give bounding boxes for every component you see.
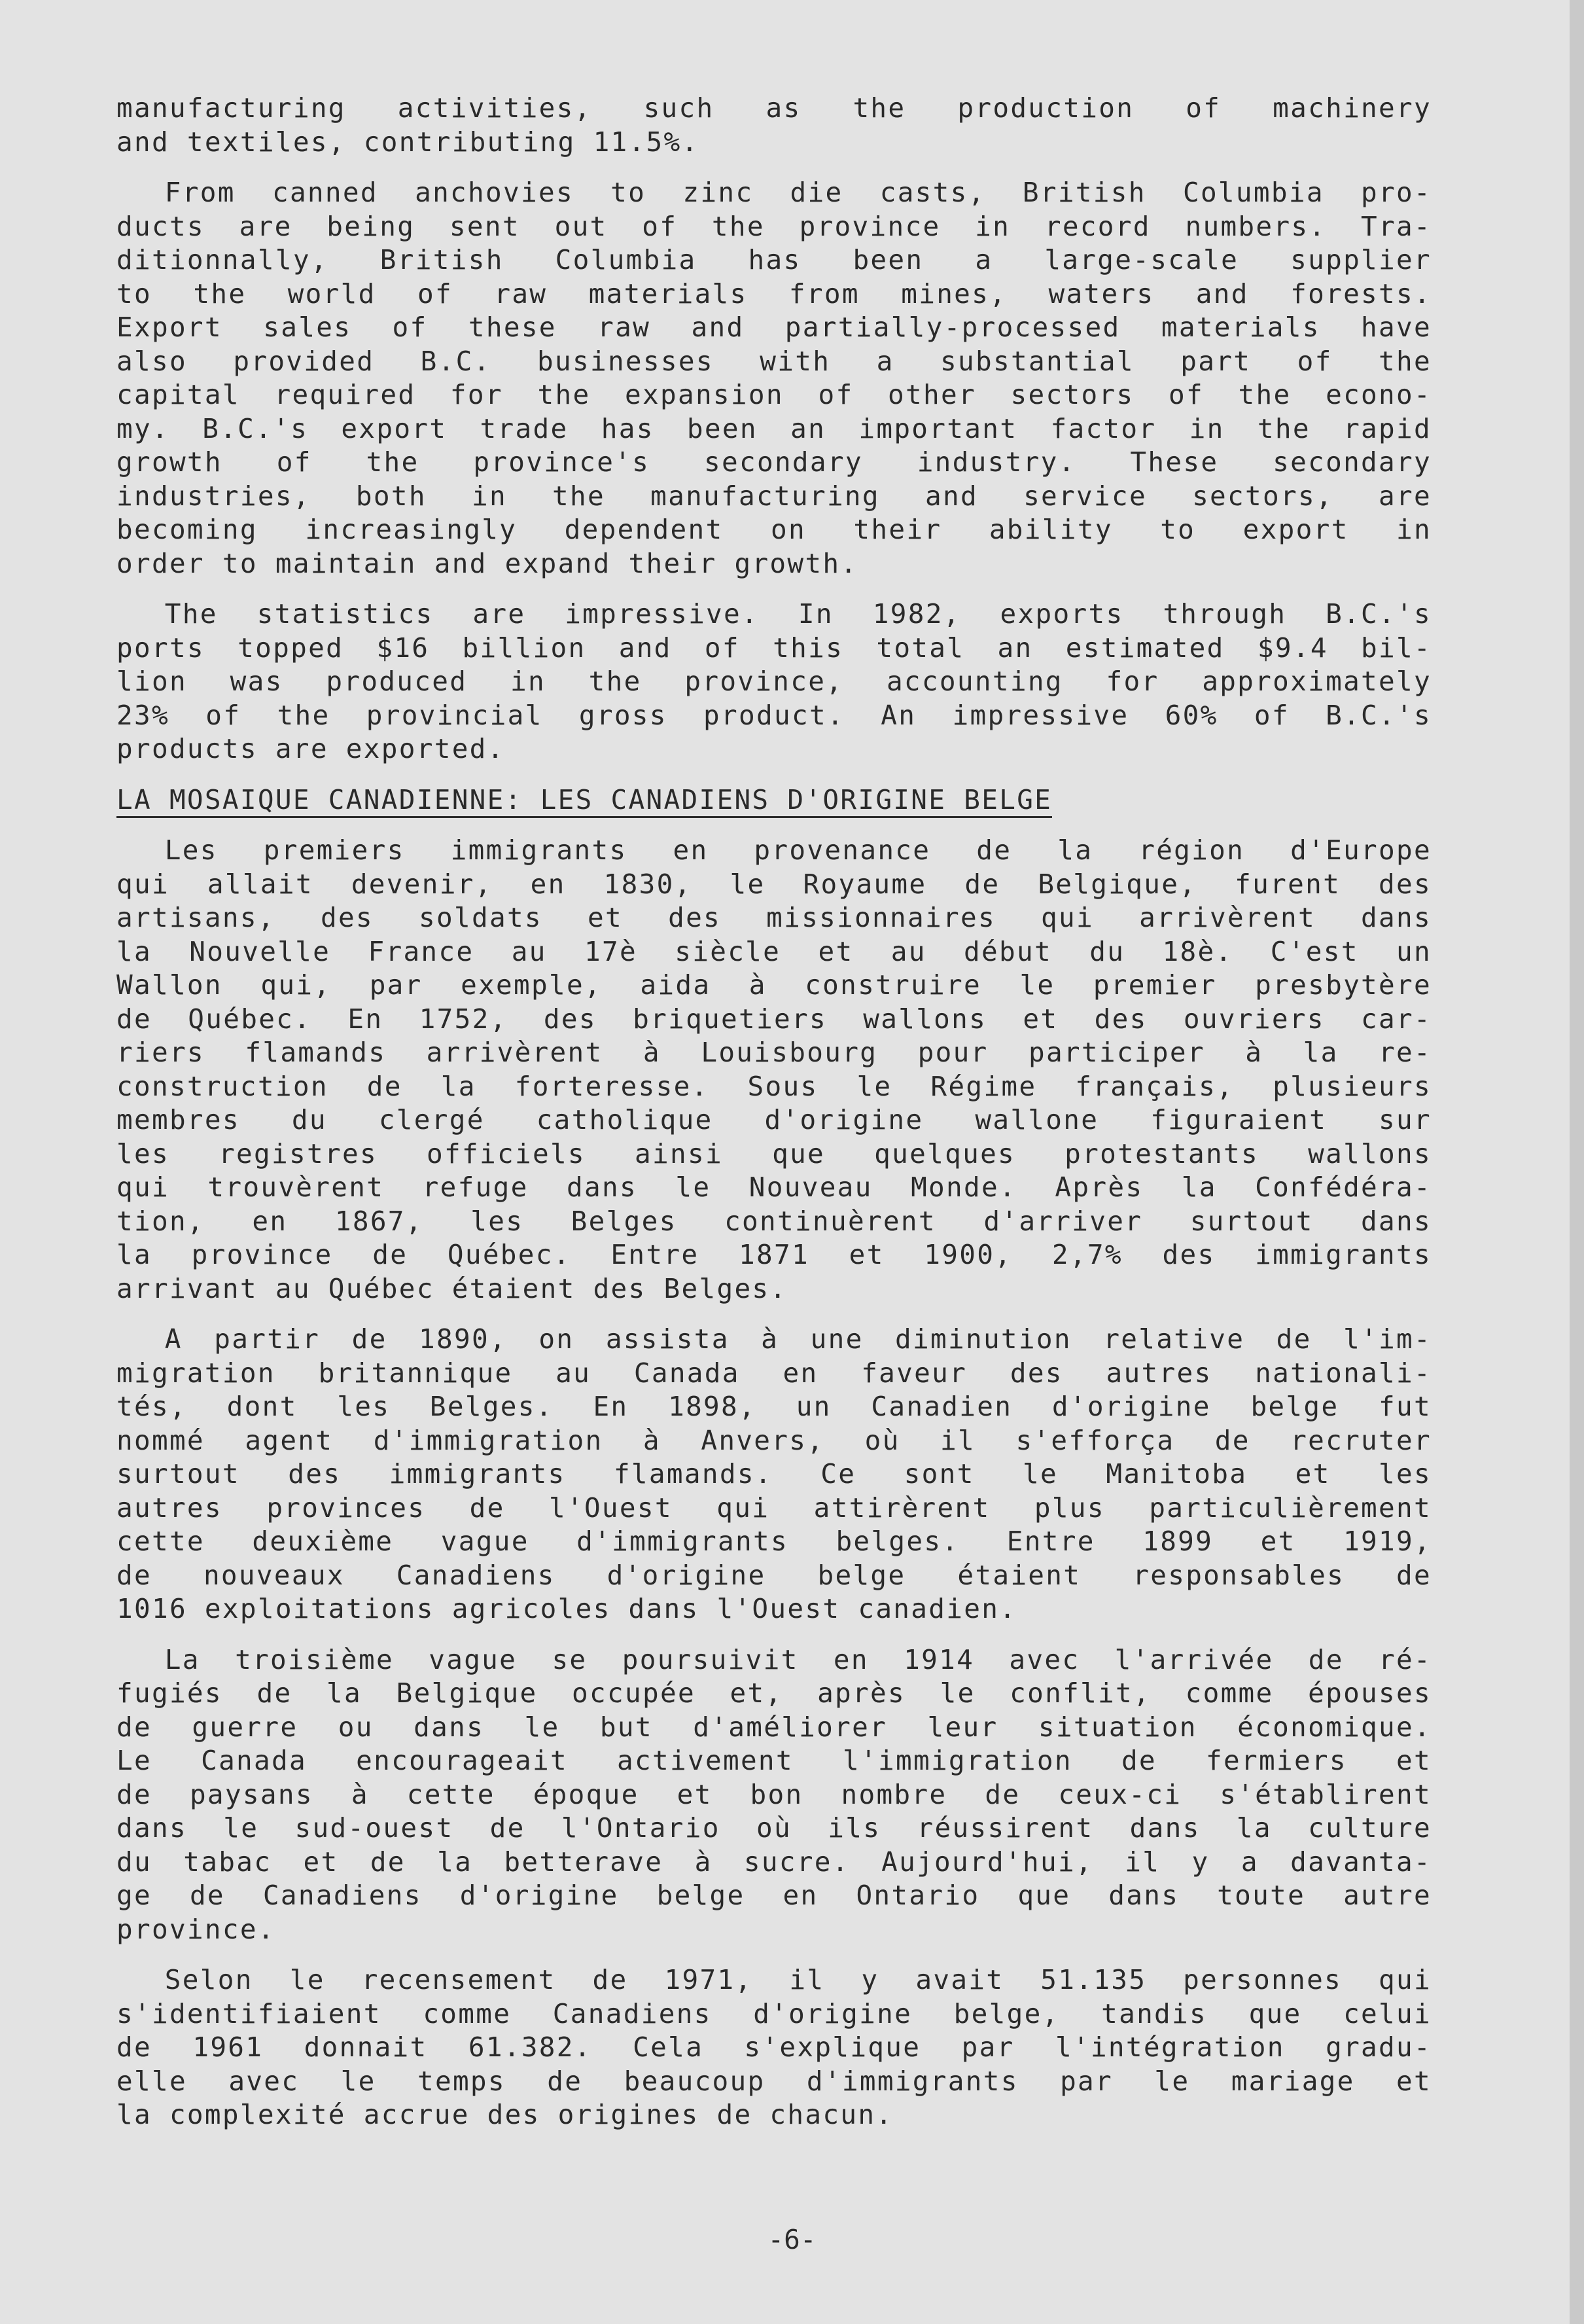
- text-line: la complexité accrue des origines de chacun.: [116, 2099, 894, 2130]
- paragraph-gap: [116, 1306, 1432, 1323]
- text-line: ducts are being sent out of the province in record numbers. Tra-: [116, 210, 1432, 242]
- text-line: de Québec. En 1752, des briquetiers wallons et des ouvriers car-: [116, 1003, 1432, 1035]
- text-line: construction de la forteresse. Sous le Régime français, plusieurs: [116, 1070, 1432, 1102]
- paragraph-gap: [116, 817, 1432, 834]
- text-line: fugiés de la Belgique occupée et, après le conflit, comme épouses: [116, 1677, 1432, 1709]
- text-line: la Nouvelle France au 17è siècle et au début du 18è. C'est un: [116, 935, 1432, 967]
- text-line: nommé agent d'immigration à Anvers, où il s'efforça de recruter: [116, 1424, 1432, 1456]
- paragraph: [116, 1963, 1432, 2132]
- text-line: lion was produced in the province, accounting for approximately: [116, 666, 1432, 697]
- section-heading: [116, 783, 1432, 817]
- text-line: From canned anchovies to zinc die casts, British Columbia pro-: [164, 177, 1432, 208]
- text-line: and textiles, contributing 11.5%.: [116, 126, 699, 158]
- text-line: products are exported.: [116, 733, 505, 764]
- text-line: growth of the province's secondary industry. These secondary: [116, 446, 1432, 478]
- text-line: de paysans à cette époque et bon nombre de ceux-ci s'établirent: [116, 1778, 1432, 1810]
- text-line: qui trouvèrent refuge dans le Nouveau Monde. Après la Confédéra-: [116, 1171, 1432, 1203]
- text-line: order to maintain and expand their growth.: [116, 547, 858, 579]
- text-line: Selon le recensement de 1971, il y avait 51.135 personnes qui: [164, 1964, 1432, 1995]
- text-line: ge de Canadiens d'origine belge en Ontario que dans toute autre: [116, 1880, 1432, 1911]
- text-line: arrivant au Québec étaient des Belges.: [116, 1272, 788, 1304]
- paragraph-gap: [116, 159, 1432, 176]
- text-line: du tabac et de la betterave à sucre. Aujourd'hui, il y a davanta-: [116, 1846, 1432, 1878]
- text-line: 23% of the provincial gross product. An impressive 60% of B.C.'s: [116, 699, 1432, 731]
- text-line: province.: [116, 1913, 275, 1945]
- paragraph-gap: [116, 766, 1432, 783]
- paragraph: [116, 598, 1432, 766]
- paragraph-gap: [116, 1626, 1432, 1643]
- text-line: manufacturing activities, such as the production of machinery: [116, 92, 1432, 124]
- text-line: Export sales of these raw and partially-processed materials have: [116, 312, 1432, 343]
- text-line: cette deuxième vague d'immigrants belges. Entre 1899 et 1919,: [116, 1526, 1432, 1557]
- page-number: -6-: [767, 2224, 817, 2255]
- text-line: The statistics are impressive. In 1982, exports through B.C.'s: [164, 598, 1432, 630]
- text-line: artisans, des soldats et des missionnaires qui arrivèrent dans: [116, 902, 1432, 933]
- text-line: also provided B.C. businesses with a substantial part of the: [116, 345, 1432, 377]
- text-line: tés, dont les Belges. En 1898, un Canadien d'origine belge fut: [116, 1391, 1432, 1422]
- text-line: La troisième vague se poursuivit en 1914 avec l'arrivée de ré-: [164, 1643, 1432, 1675]
- text-line: les registres officiels ainsi que quelques protestants wallons: [116, 1137, 1432, 1170]
- text-line: A partir de 1890, on assista à une diminution relative de l'im-: [164, 1323, 1432, 1355]
- paragraph: [116, 1323, 1432, 1626]
- paragraph-gap: [116, 581, 1432, 598]
- text-line: Le Canada encourageait activement l'immigration de fermiers et: [116, 1745, 1432, 1776]
- text-line: surtout des immigrants flamands. Ce sont le Manitoba et les: [116, 1458, 1432, 1490]
- text-line: qui allait devenir, en 1830, le Royaume de Belgique, furent des: [116, 868, 1432, 900]
- text-line: de 1961 donnait 61.382. Cela s'explique par l'intégration gradu-: [116, 2031, 1432, 2063]
- text-line: la province de Québec. Entre 1871 et 1900, 2,7% des immigrants: [116, 1239, 1432, 1270]
- text-line: capital required for the expansion of other sectors of the econo-: [116, 379, 1432, 410]
- paragraph: [116, 834, 1432, 1306]
- text-line: ditionnally, British Columbia has been a large-scale supplier: [116, 244, 1432, 276]
- text-line: de nouveaux Canadiens d'origine belge étaient responsables de: [116, 1559, 1432, 1591]
- text-line: [116, 783, 1432, 817]
- paragraph: [116, 92, 1432, 159]
- text-line: de guerre ou dans le but d'améliorer leur situation économique.: [116, 1711, 1432, 1743]
- text-line: tion, en 1867, les Belges continuèrent d'arriver surtout dans: [116, 1205, 1432, 1237]
- text-line: migration britannique au Canada en faveur des autres nationali-: [116, 1357, 1432, 1389]
- text-line: industries, both in the manufacturing and service sectors, are: [116, 480, 1432, 512]
- text-line: membres du clergé catholique d'origine wallone figuraient sur: [116, 1104, 1432, 1135]
- text-line: ports topped $16 billion and of this total an estimated $9.4 bil-: [116, 632, 1432, 664]
- text-line: riers flamands arrivèrent à Louisbourg pour participer à la re-: [116, 1037, 1432, 1068]
- text-line: my. B.C.'s export trade has been an important factor in the rapid: [116, 412, 1432, 444]
- paragraph-gap: [116, 1946, 1432, 1963]
- text-line: 1016 exploitations agricoles dans l'Ouest canadien.: [116, 1593, 1017, 1624]
- text-line: Les premiers immigrants en provenance de la région d'Europe: [164, 834, 1432, 866]
- text-line: autres provinces de l'Ouest qui attirèrent plus particulièrement: [116, 1492, 1432, 1524]
- page-edge-shadow: [1570, 0, 1584, 2324]
- text-line: to the world of raw materials from mines, waters and forests.: [116, 277, 1432, 310]
- paragraph: [116, 1643, 1432, 1947]
- paragraph: [116, 176, 1432, 581]
- section-heading-text: LA MOSAIQUE CANADIENNE: LES CANADIENS D'ORIGINE BELGE: [116, 785, 1052, 818]
- text-line: dans le sud-ouest de l'Ontario où ils réussirent dans la culture: [116, 1812, 1432, 1844]
- body-text: [116, 92, 1432, 2132]
- text-line: elle avec le temps de beaucoup d'immigrants par le mariage et: [116, 2065, 1432, 2097]
- text-line: s'identifiaient comme Canadiens d'origine belge, tandis que celui: [116, 1997, 1432, 2029]
- text-line: Wallon qui, par exemple, aida à construire le premier presbytère: [116, 969, 1432, 1001]
- text-line: becoming increasingly dependent on their ability to export in: [116, 514, 1432, 545]
